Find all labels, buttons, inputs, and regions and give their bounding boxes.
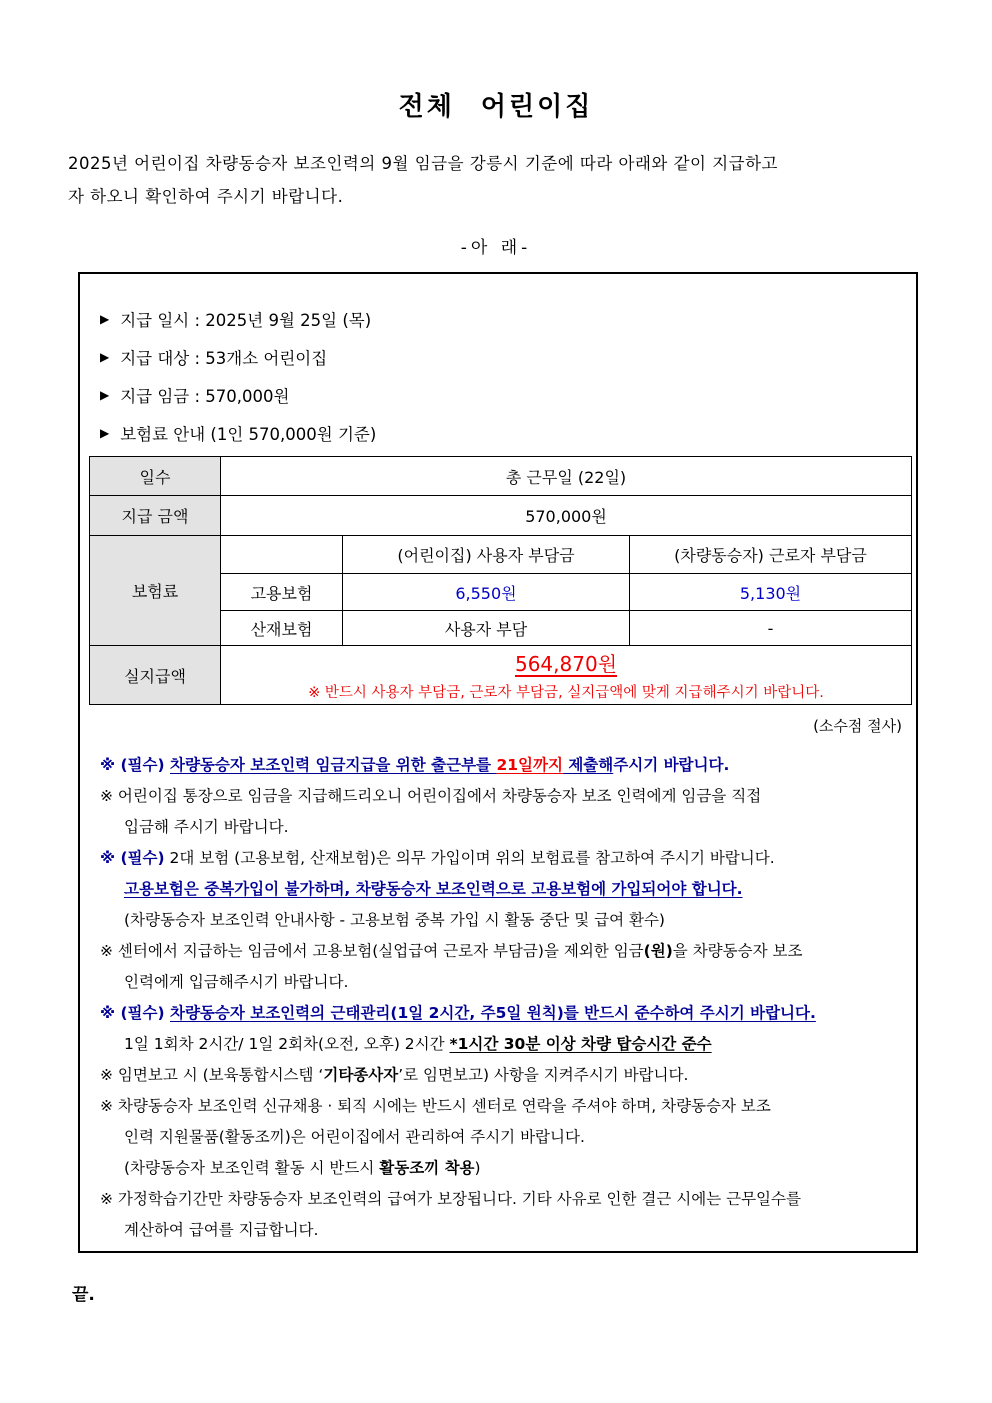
note-segment: (차량동승자 보조인력 활동 시 반드시 [124, 1159, 380, 1177]
note-line [100, 781, 906, 812]
note-segment: ※ 어린이집 통장으로 임금을 지급해드리오니 어린이집에서 차량동승자 보조 인력에게 임금을 직접 [100, 787, 762, 805]
table-cell-days-value: 총 근무일 (22일) [221, 457, 912, 496]
net-amount-note: ※ 반드시 사용자 부담금, 근로자 부담금, 실지급액에 맞게 지급해주시기 바랍니다. [308, 685, 824, 701]
note-segment: 기타종사자 [323, 1066, 399, 1084]
table-cell-employment-employer: 6,550원 [343, 574, 630, 611]
content-box [78, 272, 918, 1253]
note-segment: 계산하여 급여를 지급합니다. [124, 1221, 319, 1239]
intro-line: 자 하오니 확인하여 주시기 바랍니다. [68, 187, 344, 206]
table-cell-industrial-employer: 사용자 부담 [343, 611, 630, 646]
note-segment: ※ (필수) [100, 756, 170, 774]
table-cell-employer-header: (어린이집) 사용자 부담금 [343, 536, 630, 574]
bullet-list [80, 274, 916, 452]
note-segment: ※ 차량동승자 보조인력 신규채용 · 퇴직 시에는 반드시 센터로 연락을 주셔야 하며, 차량동승자 보조 [100, 1097, 771, 1115]
closing-mark: 끝. [72, 1285, 95, 1305]
note-segment: 인력 지원물품(활동조끼)은 어린이집에서 관리하여 주시기 바랍니다. [124, 1128, 585, 1146]
note-segment: 차량동승자 보조인력의 근태관리(1일 2시간, 주5일 원칙)를 반드시 준수하여 주시기 바랍니다. [169, 1004, 816, 1022]
decimal-truncation-note: (소수점 절사) [813, 717, 902, 735]
note-segment: ※ 임면보고 시 (보육통합시스템 ‘ [100, 1066, 324, 1084]
table-cell-industrial-worker: - [630, 611, 912, 646]
note-segment: ※ 가정학습기간만 차량동승자 보조인력의 급여가 보장됩니다. 기타 사유로 인한 결근 시에는 근무일수를 [100, 1190, 801, 1208]
note-segment: ) [474, 1159, 481, 1177]
note-line [100, 905, 906, 936]
note-segment: 2대 보험 (고용보험, 산재보험)은 의무 가입이며 위의 보험료를 참고하여 주시기 바랍니다. [164, 849, 775, 867]
bullet-item [100, 300, 916, 338]
note-line [100, 1122, 906, 1153]
insurance-table [89, 456, 912, 705]
note-segment: 활동조끼 착용 [379, 1159, 475, 1177]
note-line [100, 1029, 906, 1060]
intro-paragraph [68, 147, 924, 213]
table-cell-net-label: 실지급액 [90, 646, 221, 705]
note-line [100, 1215, 906, 1246]
page-title: 전체 어린이집 [398, 92, 594, 122]
triangle-bullet-icon: ▶ [100, 312, 110, 326]
note-segment: *1시간 30분 이상 차량 탑승시간 준수 [449, 1035, 712, 1053]
note-segment: ※ 센터에서 지급하는 임금에서 고용보험(실업급여 근로자 부담금)을 제외한 임금 [100, 942, 644, 960]
table-cell-net-value [221, 646, 912, 705]
triangle-bullet-icon: ▶ [100, 350, 110, 364]
note-segment: 1일 1회차 2시간/ 1일 2회차(오전, 오후) 2시간 [124, 1035, 450, 1053]
note-line [100, 1184, 906, 1215]
table-cell-blank [221, 536, 343, 574]
note-segment: ※ (필수) [100, 1004, 170, 1022]
note-line [100, 967, 906, 998]
table-cell-employment-worker: 5,130원 [630, 574, 912, 611]
note-line [100, 874, 906, 905]
notes-list [80, 736, 916, 1246]
note-segment: 주시기 바랍니다. [613, 756, 730, 774]
triangle-bullet-icon: ▶ [100, 388, 110, 402]
note-line [100, 1060, 906, 1091]
bullet-item [100, 414, 916, 452]
note-line [100, 1091, 906, 1122]
bullet-text: 보험료 안내 (1인 570,000원 기준) [120, 425, 377, 444]
table-cell-amount-label: 지급 금액 [90, 496, 221, 536]
note-line [100, 998, 906, 1029]
bullet-item [100, 376, 916, 414]
note-segment: ※ (필수) [100, 849, 165, 867]
table-cell-insurance-label: 보험료 [90, 536, 221, 646]
note-line [100, 750, 906, 781]
note-segment: 21일까지 [496, 756, 563, 774]
note-segment: 고용보험은 중복가입이 불가하며, 차량동승자 보조인력으로 고용보험에 가입되어야 합니다. [124, 880, 743, 898]
note-line [100, 812, 906, 843]
note-segment: 을 차량동승자 보조 [672, 942, 803, 960]
table-cell-worker-header: (차량동승자) 근로자 부담금 [630, 536, 912, 574]
table-cell-employment-label: 고용보험 [221, 574, 343, 611]
note-segment: ’로 임면보고) 사항을 지켜주시기 바랍니다. [398, 1066, 689, 1084]
bullet-item [100, 338, 916, 376]
bullet-text: 지급 임금 : 570,000원 [120, 387, 290, 406]
note-segment: (차량동승자 보조인력 안내사항 - 고용보험 중복 가입 시 활동 중단 및 급여 환수) [124, 911, 665, 929]
note-segment: 차량동승자 보조인력 임금지급을 위한 출근부를 [169, 756, 497, 774]
note-line [100, 843, 906, 874]
intro-line: 2025년 어린이집 차량동승자 보조인력의 9월 임금을 강릉시 기준에 따라 아래와 같이 지급하고 [68, 154, 778, 173]
note-segment: 입금해 주시기 바랍니다. [124, 818, 289, 836]
bullet-text: 지급 일시 : 2025년 9월 25일 (목) [120, 311, 372, 330]
table-cell-industrial-label: 산재보험 [221, 611, 343, 646]
table-cell-amount-value: 570,000원 [221, 496, 912, 536]
bullet-text: 지급 대상 : 53개소 어린이집 [120, 349, 328, 368]
note-segment: (원) [643, 942, 673, 960]
net-amount: 564,870원 [514, 652, 618, 676]
note-segment: 제출해 [562, 756, 614, 774]
below-label: -아 래- [460, 238, 532, 258]
note-line [100, 1153, 906, 1184]
table-cell-days-label: 일수 [90, 457, 221, 496]
note-segment: 인력에게 입금해주시기 바랍니다. [124, 973, 349, 991]
note-line [100, 936, 906, 967]
triangle-bullet-icon: ▶ [100, 426, 110, 440]
